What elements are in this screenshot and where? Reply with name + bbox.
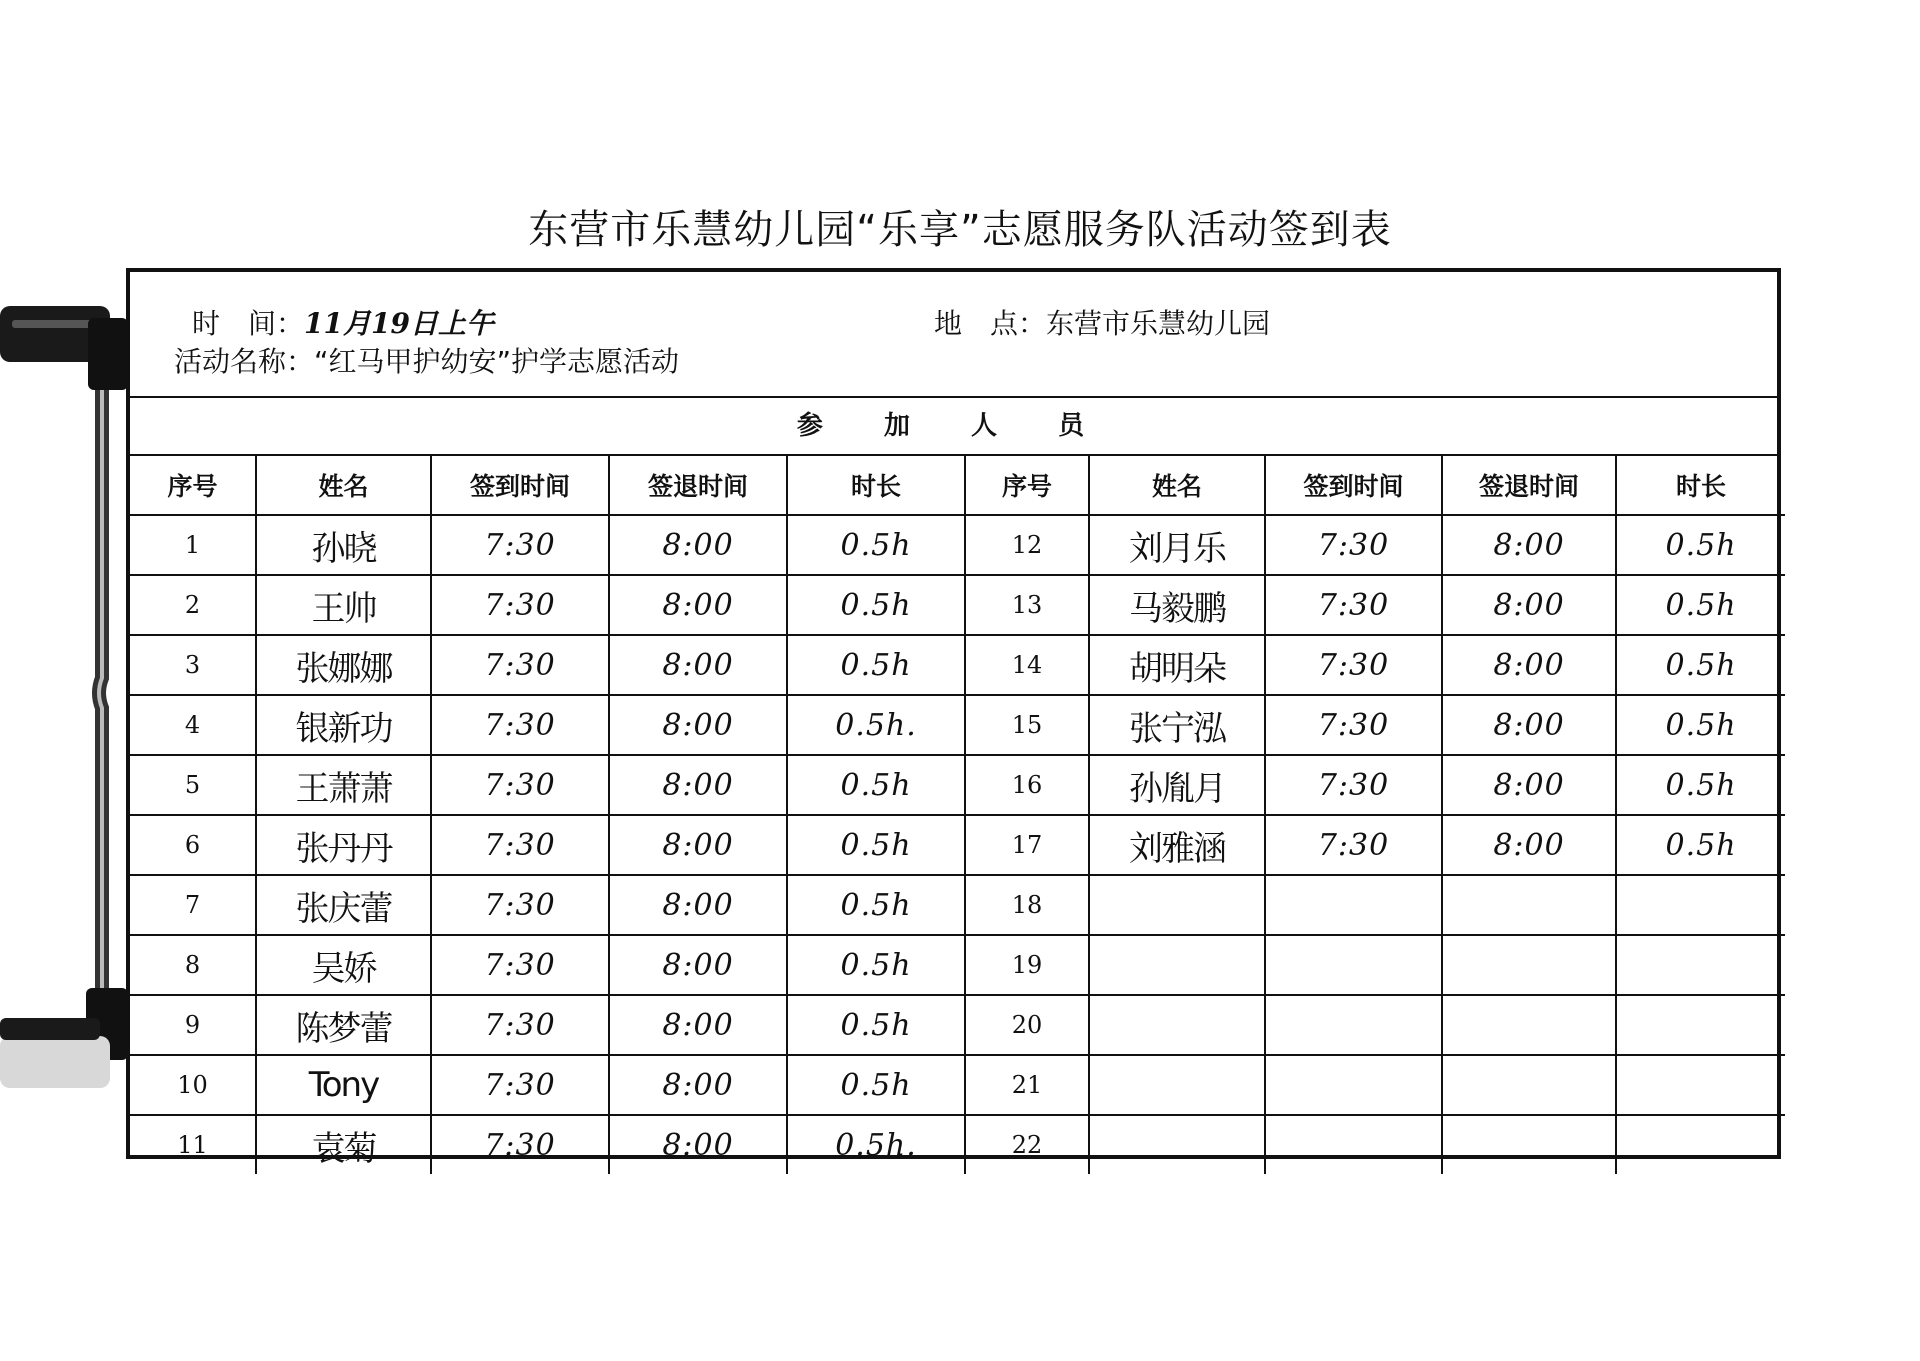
sign-in-time-cell: 7:30 bbox=[431, 995, 609, 1055]
sign-in-time-cell: 7:30 bbox=[431, 755, 609, 815]
duration-cell: 0.5h bbox=[787, 755, 965, 815]
sign-in-time-cell: 7:30 bbox=[1265, 575, 1442, 635]
sign-out-time-cell: 8:00 bbox=[1442, 815, 1616, 875]
participant-name-cell: 胡明朵 bbox=[1089, 635, 1265, 695]
row-number-cell: 20 bbox=[965, 995, 1089, 1055]
participant-name-cell bbox=[1089, 1115, 1265, 1174]
participants-header: 参 加 人 员 bbox=[130, 398, 1777, 456]
participant-name-cell: 张宁泓 bbox=[1089, 695, 1265, 755]
participant-name-cell: 陈梦蕾 bbox=[256, 995, 431, 1055]
participant-name-cell: Tony bbox=[256, 1055, 431, 1115]
sign-in-time-cell: 7:30 bbox=[431, 695, 609, 755]
table-row bbox=[130, 935, 1785, 995]
sign-out-time-cell: 8:00 bbox=[609, 935, 787, 995]
activity-value: “红马甲护幼安”护学志愿活动 bbox=[314, 345, 680, 378]
col-header-duration: 时长 bbox=[1616, 456, 1785, 515]
participant-name-cell: 刘雅涵 bbox=[1089, 815, 1265, 875]
duration-cell bbox=[1616, 995, 1785, 1055]
row-number-cell: 19 bbox=[965, 935, 1089, 995]
col-header-name: 姓名 bbox=[1089, 456, 1265, 515]
table-row bbox=[130, 515, 1785, 575]
col-header-sign-in: 签到时间 bbox=[1265, 456, 1442, 515]
row-number-cell: 11 bbox=[130, 1115, 256, 1174]
row-number-cell: 8 bbox=[130, 935, 256, 995]
participant-name-cell bbox=[1089, 935, 1265, 995]
sign-out-time-cell bbox=[1442, 935, 1616, 995]
sign-in-time-cell: 7:30 bbox=[1265, 755, 1442, 815]
sign-out-time-cell bbox=[1442, 875, 1616, 935]
sign-out-time-cell: 8:00 bbox=[609, 1115, 787, 1174]
duration-cell: 0.5h bbox=[787, 995, 965, 1055]
participant-name-cell: 王帅 bbox=[256, 575, 431, 635]
sign-in-time-cell: 7:30 bbox=[1265, 515, 1442, 575]
duration-cell: 0.5h bbox=[1616, 515, 1785, 575]
participant-name-cell: 袁菊 bbox=[256, 1115, 431, 1174]
sign-out-time-cell: 8:00 bbox=[609, 695, 787, 755]
duration-cell: 0.5h. bbox=[787, 1115, 965, 1174]
sign-in-time-cell bbox=[1265, 995, 1442, 1055]
row-number-cell: 7 bbox=[130, 875, 256, 935]
row-number-cell: 16 bbox=[965, 755, 1089, 815]
duration-cell: 0.5h bbox=[787, 635, 965, 695]
participant-name-cell: 孙胤月 bbox=[1089, 755, 1265, 815]
sign-out-time-cell bbox=[1442, 995, 1616, 1055]
sign-in-time-cell: 7:30 bbox=[1265, 815, 1442, 875]
sign-in-sheet bbox=[126, 268, 1781, 1169]
duration-cell: 0.5h bbox=[787, 815, 965, 875]
row-number-cell: 22 bbox=[965, 1115, 1089, 1174]
sign-out-time-cell: 8:00 bbox=[609, 815, 787, 875]
table-row bbox=[130, 1055, 1785, 1115]
duration-cell: 0.5h bbox=[1616, 815, 1785, 875]
table-row bbox=[130, 635, 1785, 695]
sign-out-time-cell: 8:00 bbox=[609, 875, 787, 935]
participant-name-cell: 张庆蕾 bbox=[256, 875, 431, 935]
row-number-cell: 3 bbox=[130, 635, 256, 695]
participant-name-cell bbox=[1089, 995, 1265, 1055]
time-row bbox=[192, 302, 494, 342]
table-row bbox=[130, 875, 1785, 935]
sign-out-time-cell: 8:00 bbox=[1442, 575, 1616, 635]
table-row bbox=[130, 995, 1785, 1055]
time-label: 时 间： bbox=[192, 307, 305, 340]
sign-out-time-cell: 8:00 bbox=[1442, 695, 1616, 755]
row-number-cell: 21 bbox=[965, 1055, 1089, 1115]
row-number-cell: 17 bbox=[965, 815, 1089, 875]
duration-cell bbox=[1616, 935, 1785, 995]
activity-label: 活动名称： bbox=[174, 345, 315, 378]
sign-in-time-cell: 7:30 bbox=[431, 875, 609, 935]
place-row bbox=[934, 302, 1270, 342]
participant-name-cell: 孙晓 bbox=[256, 515, 431, 575]
sign-out-time-cell: 8:00 bbox=[609, 755, 787, 815]
sign-in-time-cell: 7:30 bbox=[1265, 635, 1442, 695]
duration-cell: 0.5h. bbox=[787, 695, 965, 755]
row-number-cell: 1 bbox=[130, 515, 256, 575]
sign-out-time-cell bbox=[1442, 1115, 1616, 1174]
sign-in-time-cell: 7:30 bbox=[431, 1055, 609, 1115]
sign-out-time-cell: 8:00 bbox=[1442, 635, 1616, 695]
row-number-cell: 14 bbox=[965, 635, 1089, 695]
row-number-cell: 9 bbox=[130, 995, 256, 1055]
sign-in-time-cell: 7:30 bbox=[431, 935, 609, 995]
participant-name-cell: 吴娇 bbox=[256, 935, 431, 995]
place-value: 东营市乐慧幼儿园 bbox=[1046, 307, 1271, 340]
table-row bbox=[130, 695, 1785, 755]
col-header-duration: 时长 bbox=[787, 456, 965, 515]
duration-cell: 0.5h bbox=[787, 575, 965, 635]
participant-name-cell: 王萧萧 bbox=[256, 755, 431, 815]
clipboard-clip-icon bbox=[0, 298, 130, 1088]
row-number-cell: 15 bbox=[965, 695, 1089, 755]
col-header-number: 序号 bbox=[965, 456, 1089, 515]
duration-cell: 0.5h bbox=[1616, 695, 1785, 755]
sign-out-time-cell: 8:00 bbox=[1442, 755, 1616, 815]
attendance-table bbox=[130, 456, 1785, 1174]
place-label: 地 点： bbox=[934, 307, 1047, 340]
col-header-number: 序号 bbox=[130, 456, 256, 515]
row-number-cell: 4 bbox=[130, 695, 256, 755]
row-number-cell: 2 bbox=[130, 575, 256, 635]
sign-in-time-cell bbox=[1265, 1115, 1442, 1174]
table-row bbox=[130, 1115, 1785, 1174]
sign-in-time-cell: 7:30 bbox=[431, 515, 609, 575]
row-number-cell: 10 bbox=[130, 1055, 256, 1115]
table-header-row bbox=[130, 456, 1785, 515]
duration-cell: 0.5h bbox=[1616, 635, 1785, 695]
duration-cell: 0.5h bbox=[787, 875, 965, 935]
sign-in-time-cell: 7:30 bbox=[431, 815, 609, 875]
sign-out-time-cell: 8:00 bbox=[609, 995, 787, 1055]
sign-in-time-cell bbox=[1265, 1055, 1442, 1115]
sign-in-time-cell: 7:30 bbox=[1265, 695, 1442, 755]
row-number-cell: 6 bbox=[130, 815, 256, 875]
row-number-cell: 13 bbox=[965, 575, 1089, 635]
sign-out-time-cell bbox=[1442, 1055, 1616, 1115]
sign-out-time-cell: 8:00 bbox=[609, 635, 787, 695]
duration-cell: 0.5h bbox=[787, 935, 965, 995]
page-title: 东营市乐慧幼儿园“乐享”志愿服务队活动签到表 bbox=[528, 207, 1392, 253]
time-value: 11月19日上午 bbox=[304, 307, 494, 340]
participant-name-cell: 张丹丹 bbox=[256, 815, 431, 875]
col-header-sign-out: 签退时间 bbox=[609, 456, 787, 515]
table-row bbox=[130, 575, 1785, 635]
col-header-name: 姓名 bbox=[256, 456, 431, 515]
participant-name-cell: 张娜娜 bbox=[256, 635, 431, 695]
duration-cell: 0.5h bbox=[787, 515, 965, 575]
sign-out-time-cell: 8:00 bbox=[609, 1055, 787, 1115]
duration-cell bbox=[1616, 1055, 1785, 1115]
participant-name-cell: 马毅鹏 bbox=[1089, 575, 1265, 635]
participant-name-cell: 银新功 bbox=[256, 695, 431, 755]
sign-in-time-cell: 7:30 bbox=[431, 575, 609, 635]
sign-out-time-cell: 8:00 bbox=[609, 515, 787, 575]
sign-in-time-cell: 7:30 bbox=[431, 1115, 609, 1174]
activity-row bbox=[174, 340, 679, 380]
duration-cell bbox=[1616, 875, 1785, 935]
activity-info bbox=[130, 272, 1777, 398]
sign-out-time-cell: 8:00 bbox=[1442, 515, 1616, 575]
participant-name-cell: 刘月乐 bbox=[1089, 515, 1265, 575]
duration-cell: 0.5h bbox=[1616, 575, 1785, 635]
duration-cell: 0.5h bbox=[787, 1055, 965, 1115]
table-row bbox=[130, 815, 1785, 875]
sign-out-time-cell: 8:00 bbox=[609, 575, 787, 635]
sign-in-time-cell: 7:30 bbox=[431, 635, 609, 695]
duration-cell: 0.5h bbox=[1616, 755, 1785, 815]
participant-name-cell bbox=[1089, 1055, 1265, 1115]
table-row bbox=[130, 755, 1785, 815]
row-number-cell: 5 bbox=[130, 755, 256, 815]
row-number-cell: 18 bbox=[965, 875, 1089, 935]
col-header-sign-in: 签到时间 bbox=[431, 456, 609, 515]
sign-in-time-cell bbox=[1265, 935, 1442, 995]
sign-in-time-cell bbox=[1265, 875, 1442, 935]
participant-name-cell bbox=[1089, 875, 1265, 935]
row-number-cell: 12 bbox=[965, 515, 1089, 575]
col-header-sign-out: 签退时间 bbox=[1442, 456, 1616, 515]
duration-cell bbox=[1616, 1115, 1785, 1174]
